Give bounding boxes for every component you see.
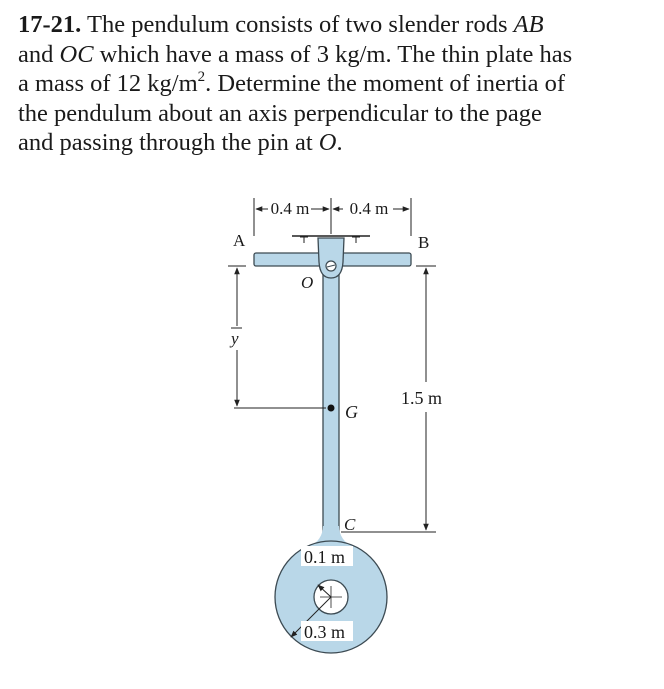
problem-line-2b: which have a mass of 3 kg/m. The thin plate has — [99, 40, 573, 68]
pin-bracket — [318, 238, 344, 278]
outer-radius-label: 0.3 m — [304, 622, 346, 642]
problem-line-5b: . — [336, 129, 343, 156]
problem-line-4: the pendulum about an axis perpendicular to the page — [18, 99, 542, 127]
inner-radius-label: 0.1 m — [304, 547, 346, 567]
dim-label-right: 0.4 m — [349, 199, 389, 218]
label-b: B — [418, 233, 430, 252]
rod-oc — [323, 264, 339, 534]
label-o: O — [301, 273, 314, 292]
rod-ab-label: AB — [513, 11, 544, 38]
problem-line-5a: and passing through the pin at — [18, 129, 313, 156]
problem-line-1: The pendulum consists of two slender rods — [86, 11, 508, 38]
dim-label-left: 0.4 m — [270, 199, 310, 218]
center-of-mass-dot — [328, 405, 335, 412]
problem-line-3a: a mass of 12 kg/m — [18, 70, 198, 97]
label-ybar: y — [231, 329, 239, 348]
label-g: G — [345, 402, 358, 422]
problem-line-3b: . Determine the moment of inertia of — [205, 70, 566, 97]
exponent: 2 — [197, 69, 206, 85]
label-c: C — [344, 515, 356, 534]
problem-line-2a: and — [18, 40, 54, 68]
rod-oc-label: OC — [59, 40, 94, 68]
pin-label: O — [318, 129, 337, 156]
problem-number: 17-21. — [18, 11, 82, 38]
label-a: A — [233, 231, 246, 250]
length-label: 1.5 m — [401, 388, 443, 408]
